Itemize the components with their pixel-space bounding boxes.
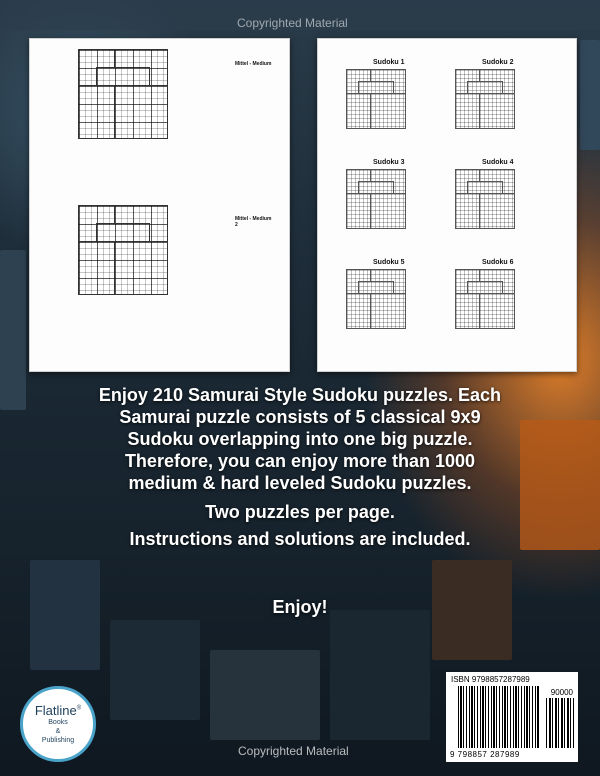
sudoku-title: Sudoku 3 — [373, 159, 405, 166]
mini-sudoku-grid — [370, 93, 406, 129]
mini-sudoku-grid — [479, 293, 515, 329]
sample-page-solutions — [317, 38, 577, 372]
background-cube — [580, 40, 600, 150]
background-cube — [330, 610, 430, 740]
mini-sudoku-grid — [370, 193, 406, 229]
watermark-bottom: Copyrighted Material — [238, 744, 349, 758]
publisher-sub-1: Books — [48, 719, 68, 726]
publisher-sub-3: Publishing — [41, 737, 75, 744]
puzzle-level-label: Mittel - Medium — [235, 61, 272, 67]
sudoku-title: Sudoku 6 — [482, 259, 514, 266]
barcode-bars — [458, 686, 540, 748]
publisher-name: Flatline® — [34, 703, 82, 718]
barcode-addon-bars — [546, 698, 574, 748]
mini-sudoku-grid — [479, 193, 515, 229]
background-cube — [210, 650, 320, 740]
mini-sudoku-grid — [479, 93, 515, 129]
sudoku-grid — [114, 241, 168, 295]
publisher-sub-2: & — [55, 728, 61, 735]
sudoku-title: Sudoku 1 — [373, 59, 405, 66]
puzzle-level-label: Mittel - Medium 2 — [235, 216, 272, 228]
publisher-logo — [20, 686, 96, 762]
sudoku-grid — [114, 85, 168, 139]
sample-page-puzzles — [29, 38, 290, 372]
sudoku-title: Sudoku 2 — [482, 59, 514, 66]
enjoy-text: Enjoy! — [272, 597, 328, 617]
price-code: 90000 — [550, 688, 573, 697]
background-cube — [110, 620, 200, 720]
isbn-barcode — [446, 672, 578, 762]
sudoku-title: Sudoku 5 — [373, 259, 405, 266]
sudoku-title: Sudoku 4 — [482, 159, 514, 166]
watermark-top: Copyrighted Material — [237, 16, 348, 30]
description-paragraph: Enjoy 210 Samurai Style Sudoku puzzles. Each Samurai puzzle consists of 5 classical 9x9 Sudoku overlapping into one big puzzle. Therefore, you can enjoy more than 1000 medium & hard leveled Sudoku puzzles. — [98, 385, 502, 493]
samurai-puzzle-2 — [78, 205, 228, 355]
mini-sudoku-grid — [370, 293, 406, 329]
barcode-number: 9 798857 287989 — [450, 750, 520, 759]
samurai-puzzle-1 — [78, 49, 228, 199]
instructions-text: Instructions and solutions are included. — [129, 529, 471, 549]
isbn-label: ISBN 9798857287989 — [451, 675, 530, 684]
puzzles-per-page-text: Two puzzles per page. — [205, 502, 395, 522]
